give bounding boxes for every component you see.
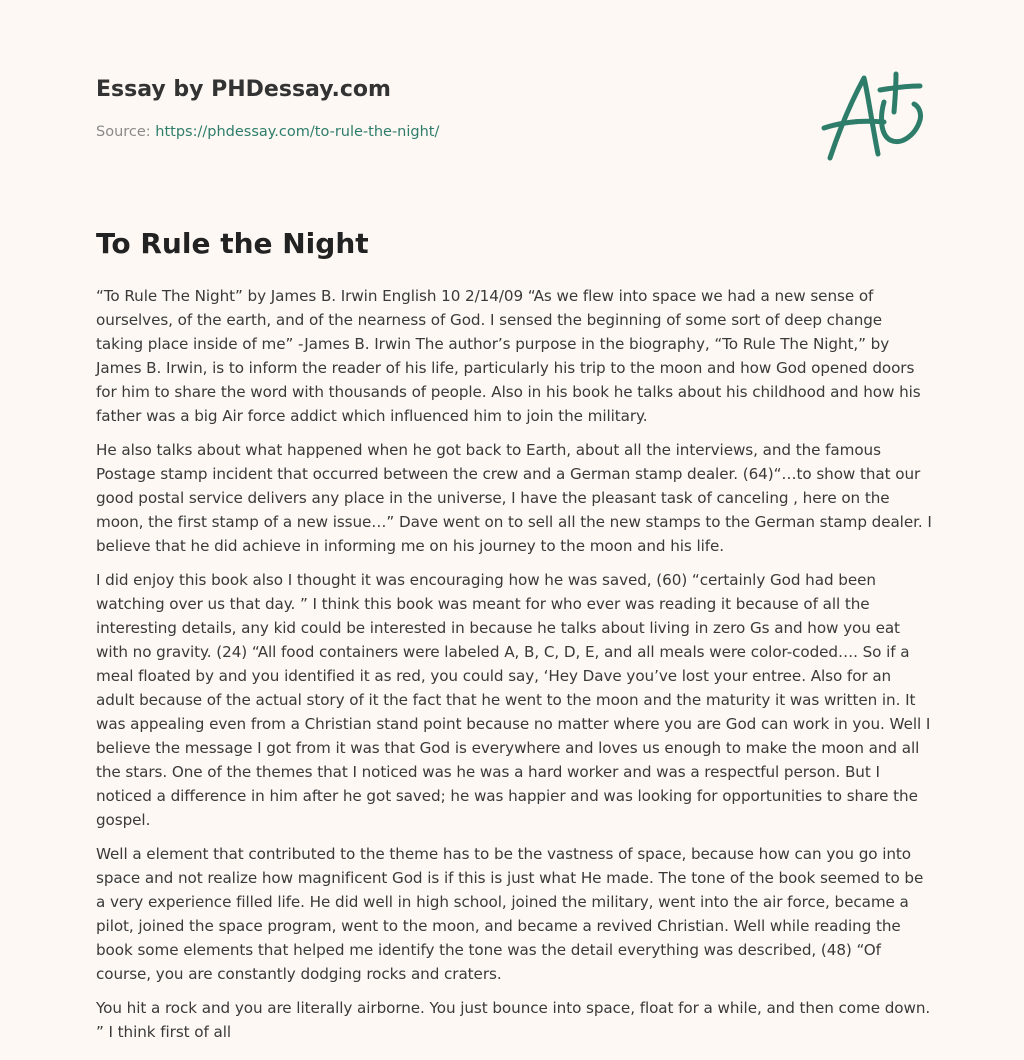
essay-paragraph: You hit a rock and you are literally airborne. You just bounce into space, float for a while, and then come down. ” I think first of all — [96, 999, 931, 1041]
source-line — [96, 122, 696, 142]
a-plus-grade-icon — [816, 64, 932, 168]
essay-title: To Rule the Night — [96, 227, 369, 260]
site-brand: Essay by PHDessay.com — [96, 77, 391, 102]
header — [96, 76, 696, 142]
essay-paragraph: “To Rule The Night” by James B. Irwin English 10 2/14/09 “As we flew into space we had a new sense of ourselves, of the earth, and of the nearness of God. I sensed the beginning of some sort of deep change taking place inside of me” -James B. Irwin The author’s purpose in the biography, “To Rule The Night,” by James B. Irwin, is to inform the reader of his life, particularly his trip to the moon and how God opened doors for him to share the word with thousands of people. Also in his book he talks about his childhood and how his father was a big Air force addict which influenced him to join the military. — [96, 287, 921, 425]
source-label: Source: — [96, 124, 156, 140]
essay-paragraph: Well a element that contributed to the theme has to be the vastness of space, because how can you go into space and not realize how magnificent God is if this is just what He made. The tone of the book seemed to be a very experience filled life. He did well in high school, joined the military, went into the air force, became a pilot, joined the space program, went to the moon, and became a revived Christian. Well while reading the book some elements that helped me identify the tone was the detail everything was described, (48) “Of course, you are constantly dodging rocks and craters. — [96, 845, 924, 983]
essay-body — [96, 284, 932, 1054]
source-link[interactable]: https://phdessay.com/to-rule-the-night/ — [155, 124, 440, 140]
essay-paragraph: He also talks about what happened when he got back to Earth, about all the interviews, and the famous Postage stamp incident that occurred between the crew and a German stamp dealer. (64)“…to show that our good postal service delivers any place in the universe, I have the pleasant task of canceling , here on the moon, the first stamp of a new issue…” Dave went on to sell all the new stamps to the German stamp dealer. I believe that he did achieve in informing me on his journey to the moon and his life. — [96, 441, 932, 555]
essay-paragraph: I did enjoy this book also I thought it was encouraging how he was saved, (60) “certainly God had been watching over us that day. ” I think this book was meant for who ever was reading it because of all the interesting details, any kid could be interested in because he talks about living in zero Gs and how you eat with no gravity. (24) “All food containers were labeled A, B, C, D, E, and all meals were color-coded…. So if a meal floated by and you identified it as red, you could say, ‘Hey Dave you’ve lost your entree. Also for an adult because of the actual story of it the fact that he went to the moon and the maturity it was written in. It was appealing even from a Christian stand point because no matter where you are God can work in you. Well I believe the message I got from it was that God is everywhere and loves us enough to make the moon and all the stars. One of the themes that I noticed was he was a hard worker and was a respectful person. But I noticed a difference in him after he got saved; he was happier and was looking for opportunities to share the gospel. — [96, 571, 931, 829]
